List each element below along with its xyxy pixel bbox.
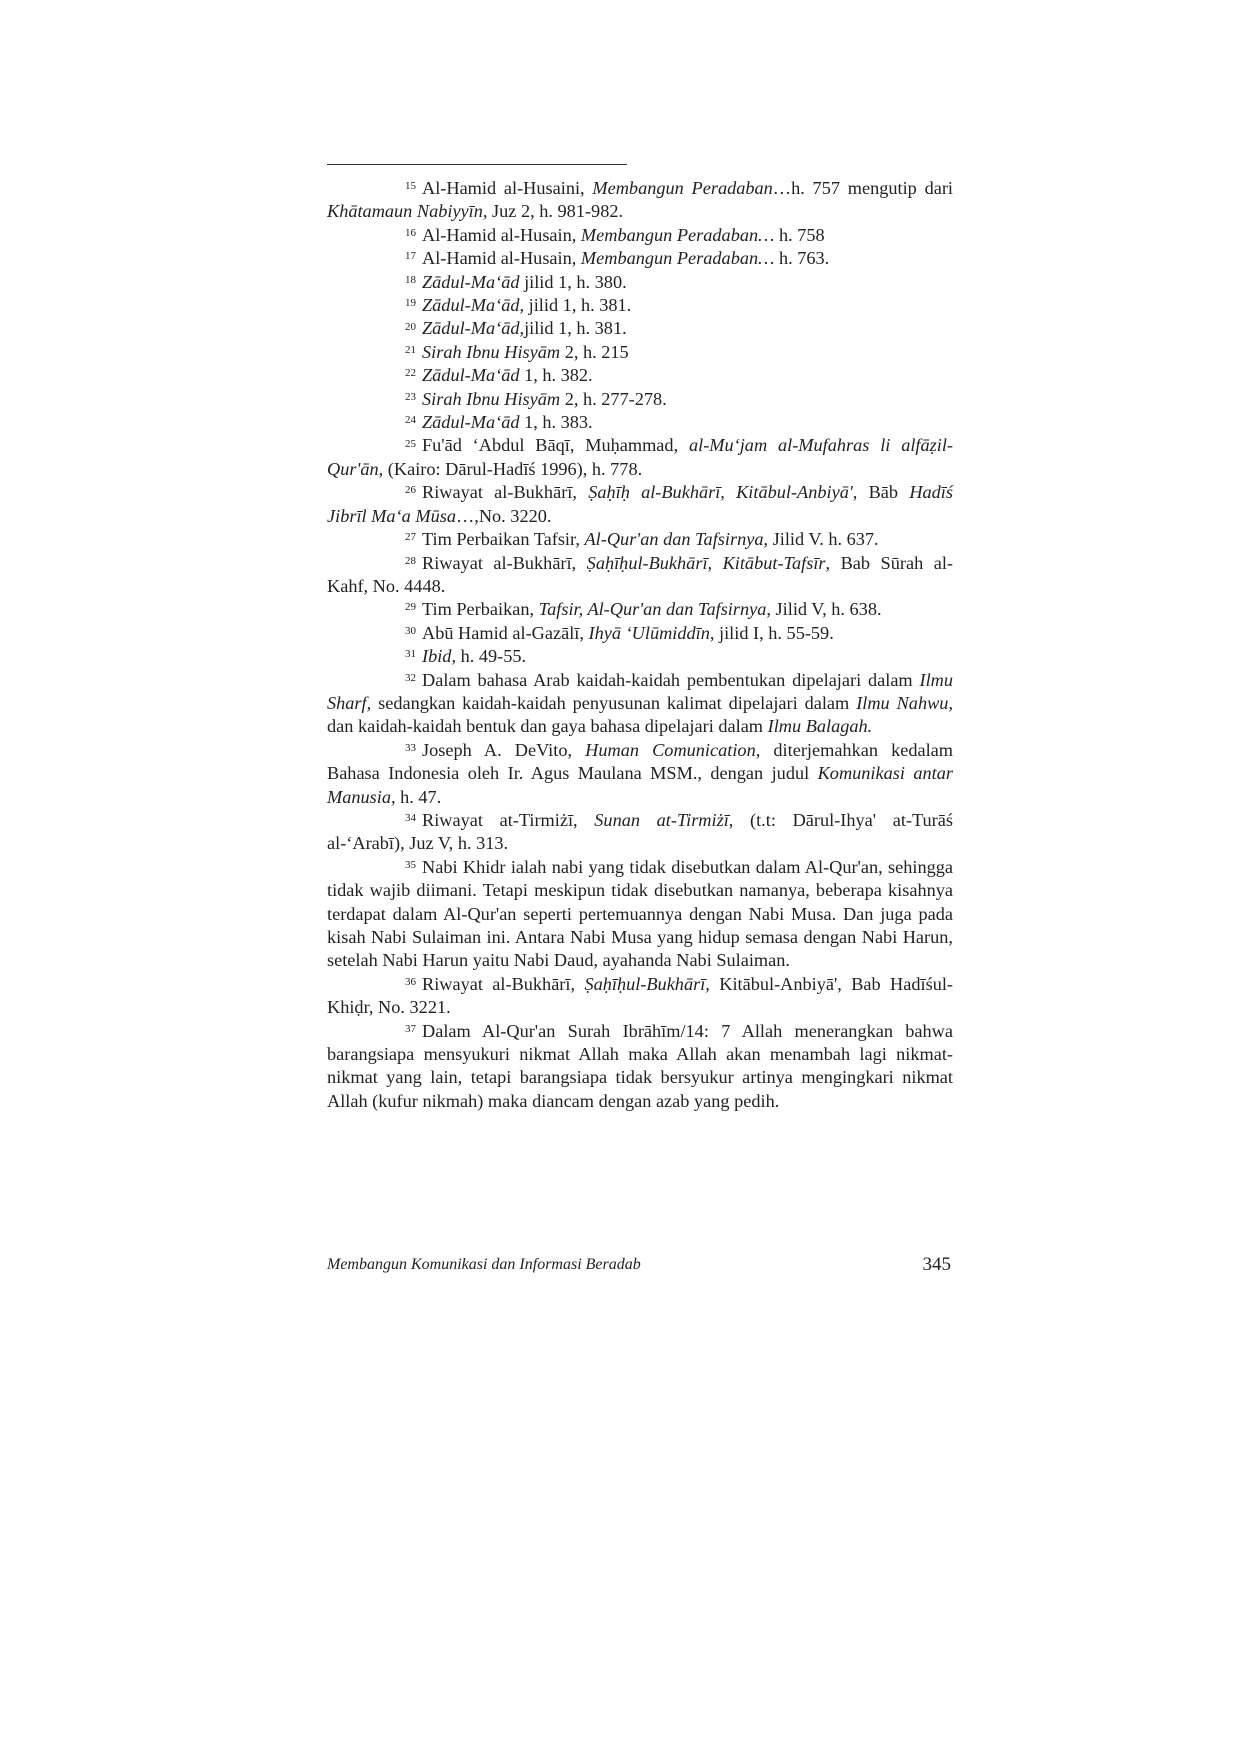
footnote-text: , (Kairo: Dārul-Hadīś 1996), h. 778. xyxy=(378,458,643,479)
footnote-italic-text: Zādul-Ma‘ād xyxy=(422,412,520,433)
footnote-number: 22 xyxy=(405,367,416,380)
footnote xyxy=(327,364,953,387)
footnote-text: Dalam Al-Qur'an Surah Ibrāhīm/14: 7 Allah menerangkan bahwa barangsiapa mensyukuri nikmat Allah maka Allah akan menambah lagi nikmat-nikmat yang lain, tetapi barangsiapa tidak bersyukur artinya mengingkari nikmat Allah (kufur nikmah) maka diancam dengan azab yang pedih. xyxy=(327,1020,953,1111)
footnote-italic-text: Ṣaḥīḥ al-Bukhārī, Kitābul-Anbiyā' xyxy=(588,482,853,503)
footnote-text: , dan kaidah-kaidah bentuk dan gaya bahasa dipelajari dalam xyxy=(327,692,954,737)
footnote-text: h. 49-55. xyxy=(456,646,527,667)
footnote-number: 31 xyxy=(405,648,416,661)
footnote-number: 19 xyxy=(405,297,416,310)
footnote-number: 25 xyxy=(405,437,416,450)
footnote-text: jilid 1, h. 380. xyxy=(519,271,627,292)
footnote-text: Tim Perbaikan, xyxy=(422,599,539,620)
footnote-number: 34 xyxy=(405,812,416,825)
footnote xyxy=(327,411,953,434)
footnote-number: 29 xyxy=(405,601,416,614)
footnote-number: 18 xyxy=(405,273,416,286)
footnote-text: jilid 1, h. 381. xyxy=(524,295,632,316)
footnote-number: 28 xyxy=(405,554,416,567)
footnotes-section xyxy=(327,177,953,1113)
footnote-text: h. 763. xyxy=(774,248,830,269)
footnote-text: h. 758 xyxy=(774,224,825,245)
footnote-text: , Jilid V, h. 638. xyxy=(766,599,882,620)
footnote-italic-text: Zādul-Ma‘ād, xyxy=(422,295,525,316)
footnote xyxy=(327,645,953,668)
footnote xyxy=(327,434,953,481)
footnote-italic-text: Ibid, xyxy=(422,646,457,667)
footnote-italic-text: al-Mu‘jam al-Mufahras li alfāẓil-Qur'ān xyxy=(327,435,953,479)
footnote xyxy=(327,856,953,973)
footnote-italic-text: Zādul-Ma‘ād xyxy=(422,365,520,386)
footnote-text: sedangkan kaidah-kaidah penyusunan kalimat dipelajari dalam xyxy=(371,692,857,713)
footnote-number: 36 xyxy=(405,975,416,988)
footnote-text: 2, h. 277-278. xyxy=(560,388,667,409)
footnote-italic-text: Ilmu Sharf, xyxy=(327,669,953,713)
footnote-italic-text: Ilmu Balagah. xyxy=(767,716,873,737)
footnote-text: Riwayat al-Bukhārī, xyxy=(422,973,585,994)
footnote-italic-text: Zādul-Ma‘ād, xyxy=(422,318,525,339)
footnote-italic-text: Zādul-Ma‘ād xyxy=(422,271,520,292)
footnote-number: 33 xyxy=(405,741,416,754)
footnote xyxy=(327,388,953,411)
footnote-text: 1, h. 383. xyxy=(519,412,593,433)
footnote-text: Al-Hamid al-Husain, xyxy=(422,224,581,245)
footnote-text: Riwayat al-Bukhārī, xyxy=(422,552,587,573)
footnote xyxy=(327,809,953,856)
footnote-text: Tim Perbaikan Tafsir, xyxy=(422,529,585,550)
footnote-text: jilid 1, h. 381. xyxy=(524,318,627,339)
footnote-italic-text: Sirah Ibnu Hisyām xyxy=(422,388,561,409)
footnote-italic-text: Ihyā ‘Ulūmiddīn xyxy=(588,622,710,643)
footnote-italic-text: Membangun Peradaban xyxy=(592,178,773,198)
footnote xyxy=(327,622,953,645)
footnote-italic-text: Komunikasi antar Manusia, xyxy=(327,763,953,807)
footnote-number: 26 xyxy=(405,484,416,497)
footnote xyxy=(327,669,953,739)
footnote-text: Joseph A. DeVito, xyxy=(422,739,586,760)
footnote-text: Al-Hamid al-Husain, xyxy=(422,248,581,269)
running-footer-title: Membangun Komunikasi dan Informasi Beradab xyxy=(327,1256,641,1273)
footnote-text: , Jilid V. h. 637. xyxy=(763,529,879,550)
footnote xyxy=(327,177,953,224)
footnote-number: 32 xyxy=(405,671,416,684)
footnote-text: , Kitābul-Anbiyā', Bab Hadīśul-Khiḍr, No. 3221. xyxy=(327,973,954,1018)
footnote xyxy=(327,317,953,340)
footnote-text: , Bāb xyxy=(852,482,910,503)
footnote-text: Al-Hamid al-Husaini, xyxy=(422,178,593,198)
footnote-italic-text: Al-Qur'an dan Tafsirnya xyxy=(584,529,764,550)
footnote-italic-text: Hadīś Jibrīl Ma‘a Mūsa xyxy=(327,482,953,526)
footnote-text: …h. 757 mengutip dari xyxy=(772,178,953,198)
footnote-number: 27 xyxy=(405,531,416,544)
footnote-italic-text: Sirah Ibnu Hisyām xyxy=(422,341,561,362)
footnote xyxy=(327,528,953,551)
footnote-number: 23 xyxy=(405,390,416,403)
footnote-number: 24 xyxy=(405,414,416,427)
footnote-italic-text: Ṣaḥīḥul-Bukhārī xyxy=(584,973,706,994)
footnote xyxy=(327,341,953,364)
footnote-italic-text: Membangun Peradaban… xyxy=(580,248,775,269)
footnote xyxy=(327,224,953,247)
footnote-text: h. 47. xyxy=(395,786,442,807)
footnote-italic-text: Human Comunication xyxy=(585,739,756,760)
footnote-italic-text: Membangun Peradaban… xyxy=(580,224,775,245)
footnote-number: 20 xyxy=(405,320,416,333)
footnote xyxy=(327,481,953,528)
footnote xyxy=(327,1020,953,1114)
footnote-text: 2, h. 215 xyxy=(560,341,629,362)
footnote-text: , (t.t: Dārul-Ihya' at-Turāś al-‘Arabī), Juz V, h. 313. xyxy=(327,809,953,854)
footnote-text: Fu'ād ‘Abdul Bāqī, Muḥammad, xyxy=(422,435,689,456)
footnote-text: , jilid I, h. 55-59. xyxy=(709,622,834,643)
footnote-text: Riwayat at-Tirmiżī, xyxy=(422,809,595,830)
footnote xyxy=(327,271,953,294)
footnote-italic-text: Khātamaun Nabiyyīn, xyxy=(327,201,488,222)
footnote-number: 37 xyxy=(405,1022,416,1035)
footnote xyxy=(327,739,953,809)
footnote xyxy=(327,973,953,1020)
footnote-number: 30 xyxy=(405,624,416,637)
footnote xyxy=(327,552,953,599)
footnote-number: 16 xyxy=(405,226,416,239)
footnote-separator-rule xyxy=(327,164,627,165)
footnote-text: 1, h. 382. xyxy=(519,365,593,386)
footnote xyxy=(327,294,953,317)
footnote-text: , Bab Sūrah al-Kahf, No. 4448. xyxy=(327,552,953,596)
footnote-italic-text: Tafsir, Al-Qur'an dan Tafsirnya xyxy=(538,599,767,620)
footnote-italic-text: Ilmu Nahwu xyxy=(856,692,949,713)
footnote-text: Nabi Khidr ialah nabi yang tidak disebutkan dalam Al-Qur'an, sehingga tidak wajib diimani. Tetapi meskipun tidak disebutkan namanya, beberapa kisahnya terdapat dalam Al-Qur'an seperti pertemuannya dengan Nabi Musa. Dan juga pada kisah Nabi Sulaiman ini. Antara Nabi Musa yang hidup semasa dengan Nabi Harun, setelah Nabi Harun yaitu Nabi Daud, ayahanda Nabi Sulaiman. xyxy=(327,856,953,971)
footnote-text: , diterjemahkan kedalam Bahasa Indonesia oleh Ir. Agus Maulana MSM., dengan judul xyxy=(327,739,954,784)
footnote-number: 35 xyxy=(405,858,416,871)
footnote-italic-text: Ṣaḥīḥul-Bukhārī, Kitābut-Tafsīr xyxy=(586,552,826,573)
footnote-text: Riwayat al-Bukhārī, xyxy=(422,482,589,503)
footnote-text: Dalam bahasa Arab kaidah-kaidah pembentukan dipelajari dalam xyxy=(422,669,920,690)
footnote xyxy=(327,247,953,270)
footnote-text: Abū Hamid al-Gazālī, xyxy=(422,622,589,643)
footnote-italic-text: Sunan at-Tirmiżī xyxy=(594,809,729,830)
footnote-number: 15 xyxy=(405,180,416,193)
page-footer xyxy=(327,1256,953,1284)
footnote-number: 17 xyxy=(405,250,416,263)
footnote xyxy=(327,598,953,621)
footnote-number: 21 xyxy=(405,343,416,356)
footnote-text: Juz 2, h. 981-982. xyxy=(487,201,624,222)
page-number: 345 xyxy=(922,1254,951,1275)
footnote-text: …,No. 3220. xyxy=(455,505,552,526)
